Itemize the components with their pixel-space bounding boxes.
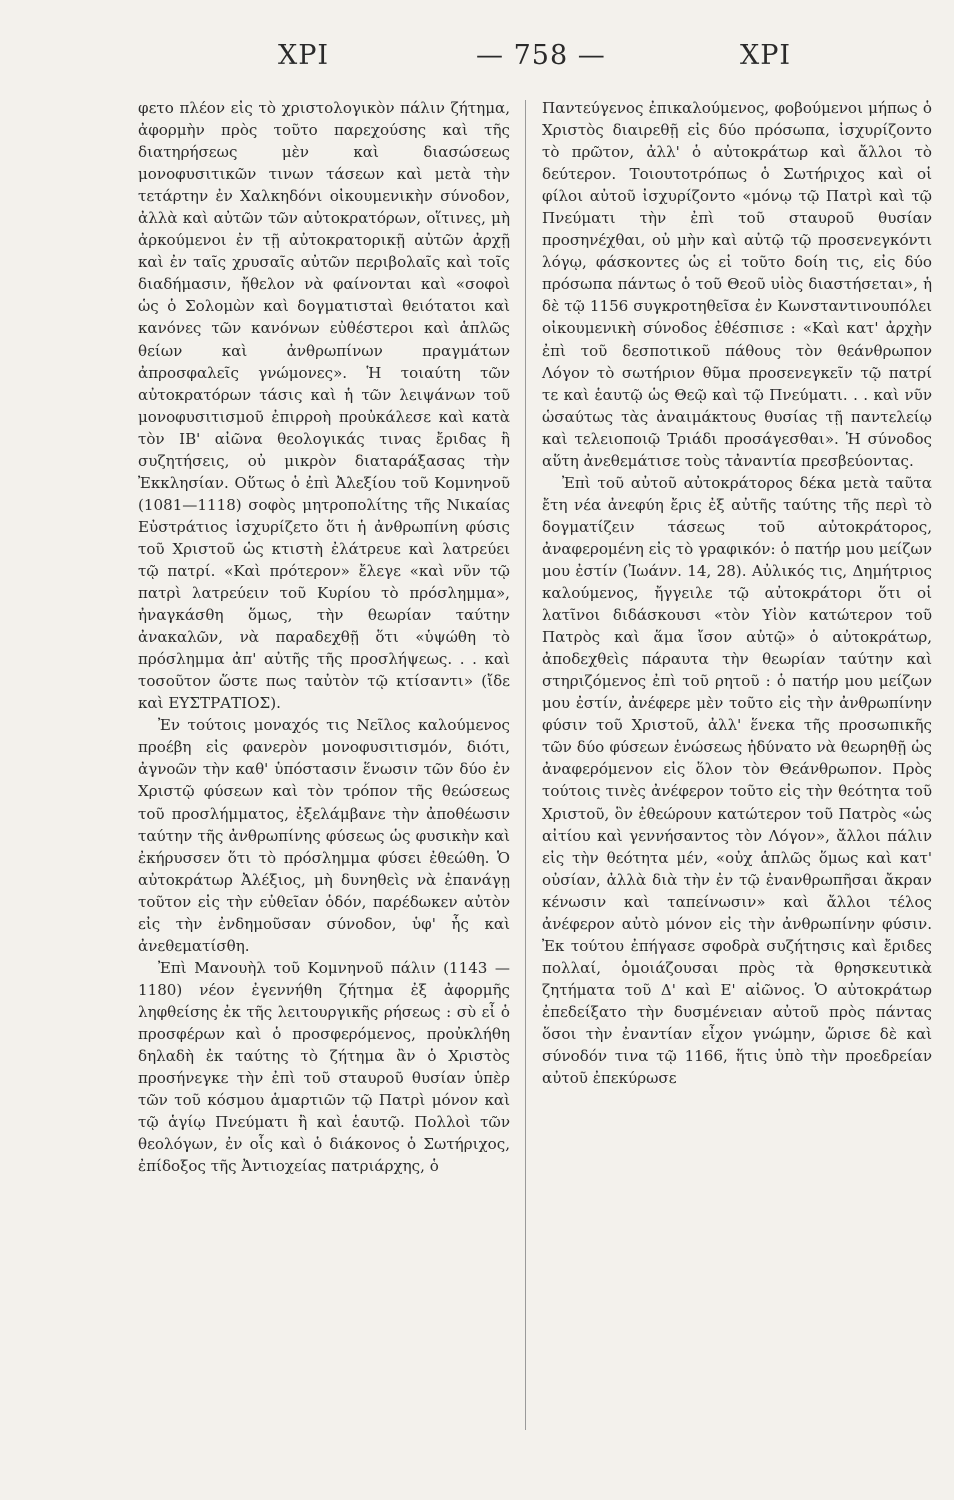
- header-right-keyword: ΧΡΙ: [740, 40, 792, 71]
- paragraph: Ἐν τούτοις μοναχός τις Νεῖλος καλούμενος προέβη εἰς φανερὸν μονοφυσιτισμόν, διότι, ἀγνοῶν τὴν καθ' ὑπόστασιν ἕνωσιν τῶν δύο ἐν Χριστῷ φύσεων καὶ τὸν τρόπον τῆς θεώσεως τοῦ προσλήμματος, ἐξελάμβανε τὴν ἀποθέωσιν ταύτην τῆς ἀνθρωπίνης φύσεως ὡς φυσικὴν καὶ ἐκήρυσσεν ὅτι τὸ πρόσλημμα φύσει ἐθεώθη. Ὁ αὐτοκράτωρ Ἀλέξιος, μὴ δυνηθεὶς νὰ ἐπανάγῃ τοῦτον εἰς τὴν εὐθεῖαν ὁδόν, παρέδωκεν αὐτὸν εἰς τὴν ἐνδημοῦσαν σύνοδον, ὑφ' ἧς καὶ ἀνεθεματίσθη.: [138, 716, 510, 955]
- paragraph: Ἐπὶ τοῦ αὐτοῦ αὐτοκράτορος δέκα μετὰ ταῦτα ἔτη νέα ἀνεφύη ἔρις ἐξ αὐτῆς ταύτης τῆς περὶ τὸ δογματίζειν τάσεως τοῦ αὐτοκράτορος, ἀναφερομένη εἰς τὸ γραφικόν: ὁ πατήρ μου μείζων μου ἐστίν (Ἰωάνν. 14, 28). Αὐλικός τις, Δημήτριος καλούμενος, ἤγγειλε τῷ αὐτοκράτορι ὅτι οἱ λατῖνοι διδάσκουσι «τὸν Υἱὸν κατώτερον τοῦ Πατρὸς καὶ ἅμα ἴσον αὐτῷ» ὁ αὐτοκράτωρ, ἀποδεχθεὶς πάραυτα τὴν θεωρίαν ταύτην καὶ στηριζόμενος ἐπὶ τοῦ ρητοῦ : ὁ πατήρ μου μείζων μου ἐστίν, ἀνέφερε μὲν τοῦτο εἰς τὴν ἀνθρωπίνην φύσιν τοῦ Χριστοῦ, ἀλλ' ἕνεκα τῆς προσωπικῆς τῶν δύο φύσεων ἑνώσεως ἠδύνατο νὰ θεωρηθῇ ὡς ἀναφερόμενον εἰς ὅλον τὸν Θεάνθρωπον. Πρὸς τούτοις τινὲς ἀνέφερον τοῦτο εἰς τὴν θεότητα τοῦ Χριστοῦ, ὃν ἐθεώρουν κατώτερον τοῦ Πατρὸς «ὡς αἰτίου καὶ γεννήσαντος τὸν Λόγον», ἄλλοι πάλιν εἰς τὴν θεότητα μέν, «οὐχ ἁπλῶς ὅμως καὶ κατ' οὐσίαν, ἀλλὰ διὰ τὴν ἐν τῷ ἐνανθρωπῆσαι ἄκραν κένωσιν καὶ ταπείνωσιν» καὶ ἄλλοι τέλος ἀνέφερον αὐτὸ μόνον εἰς τὴν ἀνθρωπίνην φύσιν. Ἐκ τούτου ἐπήγασε σφοδρὰ συζήτησις καὶ ἔριδες πολλαί, ὁμοιάζουσαι πρὸς τὰ θρησκευτικὰ ζητήματα τοῦ Δ' καὶ Ε' αἰῶνος. Ὁ αὐτοκράτωρ ἐπεδείξατο τὴν δυσμένειαν αὐτοῦ πρὸς πάντας ὅσοι τὴν ἐναντίαν εἶχον γνώμην, ὥρισε δὲ καὶ σύνοδόν τινα τῷ 1166, ἥτις ὑπὸ τὴν προεδρείαν αὐτοῦ ἐπεκύρωσε: [542, 473, 932, 1088]
- page-number: — 758 —: [476, 40, 606, 71]
- column-divider: [525, 100, 526, 1430]
- paragraph: Παντεύγενος ἐπικαλούμενος, φοβούμενοι μήπως ὁ Χριστὸς διαιρεθῇ εἰς δύο πρόσωπα, ἰσχυρίζοντο τὸ πρῶτον, ἀλλ' ὁ αὐτοκράτωρ καὶ ἄλλοι τὸ δεύτερον. Τοιουτοτρόπως ὁ Σωτήριχος καὶ οἱ φίλοι αὐτοῦ ἰσχυρίζοντο «μόνῳ τῷ Πατρὶ καὶ τῷ Πνεύματι τὴν ἐπὶ τοῦ σταυροῦ θυσίαν προσηνέχθαι, οὐ μὴν καὶ αὐτῷ τῷ προσενεγκόντι λόγῳ, φάσκοντες ὡς εἰ τοῦτο δοίη τις, εἰς δύο πρόσωπα πάντως ὁ τοῦ Θεοῦ υἱὸς διαστήσεται», ἡ δὲ τῷ 1156 συγκροτηθεῖσα ἐν Κωνσταντινουπόλει οἰκουμενικὴ σύνοδος ἐθέσπισε : «Καὶ κατ' ἀρχὴν ἐπὶ τοῦ δεσποτικοῦ πάθους τὸν θεάνθρωπον Λόγον τὸ σωτήριον θῦμα προσενεγκεῖν τῷ πατρί τε καὶ ἑαυτῷ ὡς Θεῷ καὶ τῷ Πνεύματι. . . καὶ νῦν ὡσαύτως τὰς ἀναιμάκτους θυσίας τῇ παντελείῳ καὶ τελειοποιῷ Τριάδι προσάγεσθαι». Ἡ σύνοδος αὕτη ἀνεθεμάτισε τοὺς τἀναντία πρεσβεύοντας.: [542, 99, 932, 470]
- paragraph: Ἐπὶ Μανουὴλ τοῦ Κομνηνοῦ πάλιν (1143 — 1180) νέον ἐγεννήθη ζήτημα ἐξ ἀφορμῆς ληφθείσης ἐκ τῆς λειτουργικῆς ρήσεως : σὺ εἶ ὁ προσφέρων καὶ ὁ προσφερόμενος, προὐκλήθη δηλαδὴ ἐκ ταύτης τὸ ζήτημα ἂν ὁ Χριστὸς προσήνεγκε τὴν ἐπὶ τοῦ σταυροῦ θυσίαν ὑπὲρ τῶν τοῦ κόσμου ἁμαρτιῶν τῷ Πατρὶ μόνον καὶ τῷ ἁγίῳ Πνεύματι ἢ καὶ ἑαυτῷ. Πολλοὶ τῶν θεολόγων, ἐν οἷς καὶ ὁ διάκονος ὁ Σωτήριχος, ἐπίδοξος τῆς Ἀντιοχείας πατριάρχης, ὁ: [138, 958, 510, 1176]
- left-column: [138, 97, 510, 1177]
- right-column: [542, 97, 932, 1089]
- page-header: [0, 40, 954, 84]
- header-left-keyword: ΧΡΙ: [278, 40, 330, 71]
- paragraph: φετο πλέον εἰς τὸ χριστολογικὸν πάλιν ζήτημα, ἀφορμὴν πρὸς τοῦτο παρεχούσης καὶ τῆς διατηρήσεως μὲν καὶ διασώσεως μονοφυσιτικῶν τινων τάσεων καὶ μετὰ τὴν τετάρτην ἐν Χαλκηδόνι οἰκουμενικὴν σύνοδον, ἀλλὰ καὶ αὐτῶν τῶν αὐτοκρατόρων, οἵτινες, μὴ ἀρκούμενοι ἐν τῇ αὐτοκρατορικῇ αὐτῶν ἀρχῇ καὶ ἐν ταῖς χρυσαῖς αὐτῶν περιβολαῖς καὶ τοῖς διαδήμασιν, ἤθελον νὰ φαίνονται καὶ «σοφοὶ ὡς ὁ Σολομὼν καὶ δογματισταὶ θειότατοι καὶ κανόνες τῶν κανόνων εὐθέστεροι καὶ ἁπλῶς θείων καὶ ἀνθρωπίνων πραγμάτων ἀπροσφαλεῖς γνώμονες». Ἡ τοιαύτη τῶν αὐτοκρατόρων τάσις καὶ ἡ τῶν λειψάνων τοῦ μονοφυσιτισμοῦ ἐπιρροὴ προὐκάλεσε καὶ κατὰ τὸν ΙΒ' αἰῶνα θεολογικάς τινας ἔριδας ἢ συζητήσεις, οὐ μικρὸν διαταράξασας τὴν Ἐκκλησίαν. Οὕτως ὁ ἐπὶ Ἀλεξίου τοῦ Κομνηνοῦ (1081—1118) σοφὸς μητροπολίτης τῆς Νικαίας Εὐστράτιος ἰσχυρίζετο ὅτι ἡ ἀνθρωπίνη φύσις τοῦ Χριστοῦ ὡς κτιστὴ ἐλάτρευε καὶ λατρεύει τῷ πατρί. «Καὶ πρότερον» ἔλεγε «καὶ νῦν τῷ πατρὶ λατρεύειν τοῦ Κυρίου τὸ πρόσλημμα», ἠναγκάσθη ὅμως, τὴν θεωρίαν ταύτην ἀνακαλῶν, νὰ παραδεχθῇ ὅτι «ὑψώθη τὸ πρόσλημμα ἀπ' αὐτῆς τῆς προσλήψεως. . . καὶ τοσοῦτον ὥστε πως ταὐτὸν τῷ κτίσαντι» (ἴδε καὶ ΕΥΣΤΡΑΤΙΟΣ).: [138, 99, 510, 713]
